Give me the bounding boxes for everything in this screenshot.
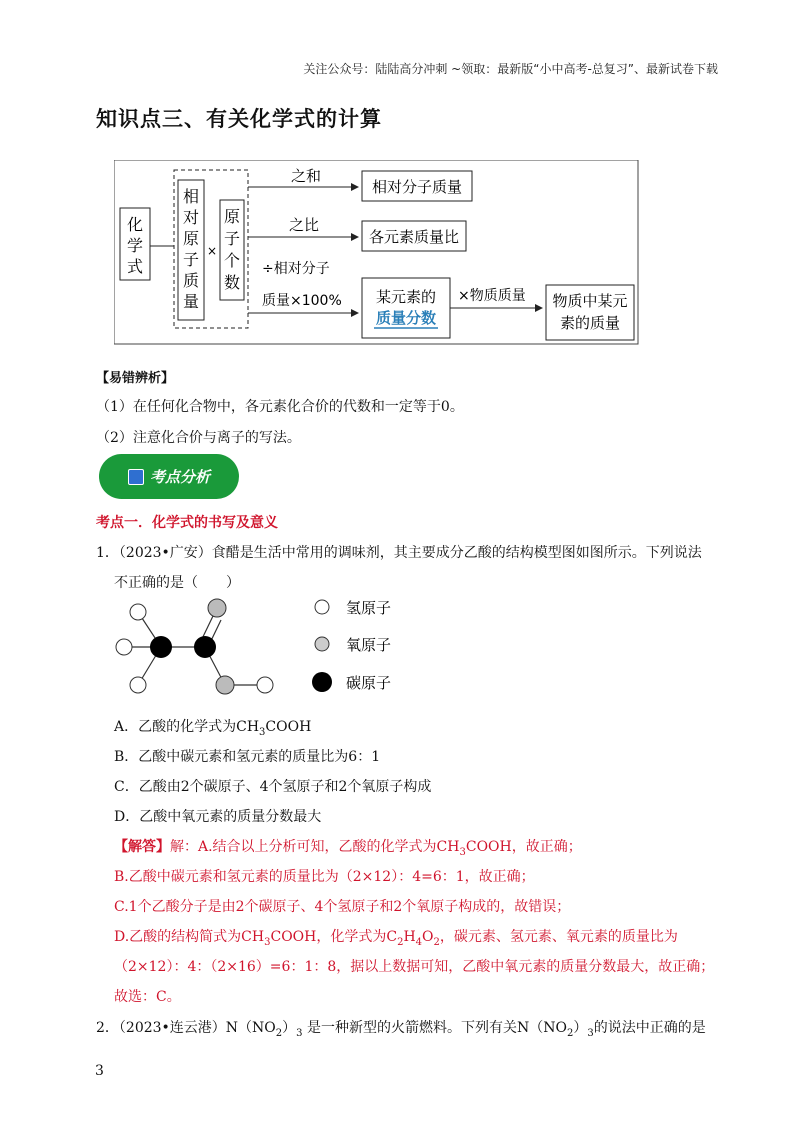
- svg-text:子: 子: [182, 250, 200, 269]
- svg-text:量: 量: [182, 292, 200, 311]
- mistake-item-2: （2）注意化合价与离子的写法。: [96, 430, 301, 446]
- hydrogen-atom: [130, 604, 146, 620]
- svg-text:相对分子质量: 相对分子质量: [371, 178, 463, 196]
- topic-analysis-badge: [99, 454, 239, 499]
- legend-carbon-label: 碳原子: [346, 674, 392, 692]
- answer-line-5: （2×12）：4：（2×16）=6：1：8，据以上数据可知，乙酸中氧元素的质量分数最大，故正确；: [114, 959, 715, 975]
- legend-hydrogen-label: 氢原子: [346, 599, 392, 617]
- option-c: C．乙酸由2个碳原子、4个氢原子和2个氧原子构成: [114, 779, 432, 795]
- page-number: 3: [95, 1063, 104, 1079]
- divide-label: ÷相对分子: [262, 261, 330, 277]
- carbon-atom: [150, 636, 172, 658]
- svg-text:数: 数: [223, 273, 241, 292]
- formula-char: 式: [126, 257, 144, 276]
- svg-text:质: 质: [182, 271, 200, 290]
- mass-fraction-box: [362, 278, 450, 338]
- svg-text:各元素质量比: 各元素质量比: [368, 228, 460, 246]
- acetic-acid-model: [108, 592, 408, 702]
- oxygen-atom: [208, 599, 226, 617]
- q1-stem-line2: 不正确的是（ ）: [114, 575, 240, 591]
- mass-percent-label: 质量×100%: [262, 293, 342, 309]
- q2-stem: 2．（2023•连云港）$N(NO_2)_3$ 是一种新型的火箭燃料。下列有关$N(NO_2)_3$的说法中正确的是: [96, 1020, 706, 1039]
- svg-text:相: 相: [182, 187, 200, 206]
- legend-oxygen-icon: [315, 637, 329, 651]
- option-b: B．乙酸中碳元素和氢元素的质量比为6：1: [114, 749, 381, 765]
- times-sign: ×: [206, 244, 218, 258]
- svg-text:素的质量: 素的质量: [559, 314, 621, 332]
- legend-oxygen-label: 氧原子: [346, 636, 392, 654]
- option-d: D．乙酸中氧元素的质量分数最大: [114, 809, 322, 825]
- q1-stem-line1: 1．（2023•广安）食醋是生活中常用的调味剂，其主要成分乙酸的结构模型图如图所示。下列说法: [96, 545, 702, 561]
- hydrogen-atom: [116, 639, 132, 655]
- hydrogen-atom: [257, 677, 273, 693]
- page-title: 知识点三、有关化学式的计算: [96, 107, 382, 131]
- option-a: A．乙酸的化学式为$CH_3COOH$: [114, 719, 312, 738]
- formula-char: 化: [126, 215, 144, 234]
- svg-text:子: 子: [223, 229, 241, 248]
- svg-text:某元素的: 某元素的: [375, 288, 437, 306]
- carbon-atom: [194, 636, 216, 658]
- sum-label: 之和: [290, 167, 322, 185]
- svg-text:物质中某元: 物质中某元: [552, 292, 628, 310]
- svg-text:质量分数: 质量分数: [375, 309, 437, 327]
- section-heading: 考点一．化学式的书写及意义: [96, 515, 278, 531]
- answer-line-2: B.乙酸中碳元素和氢元素的质量比为（2×12）：4=6：1，故正确；: [114, 869, 535, 885]
- header-notice: 关注公众号：陆陆高分冲刺 ~领取：最新版“小中高考-总复习”、最新试卷下载: [303, 62, 718, 76]
- answer-line-4: D.乙酸的结构简式为$CH_3COOH$，化学式为$C_2H_4O_2$，碳元素、氢元素、氧元素的质量比为: [114, 929, 678, 948]
- oxygen-atom: [216, 676, 234, 694]
- answer-line-1: 【解答】解：A.结合以上分析可知，乙酸的化学式为$CH_3COOH$，故正确；: [114, 839, 582, 858]
- hydrogen-atom: [130, 677, 146, 693]
- legend-carbon-icon: [312, 672, 332, 692]
- mistakes-heading: 【易错辨析】: [96, 371, 175, 386]
- formula-char: 学: [126, 236, 144, 255]
- book-icon: [128, 469, 144, 485]
- calculation-diagram: [114, 160, 640, 346]
- answer-line-3: C.1个乙酸分子是由2个碳原子、4个氢原子和2个氧原子构成的，故错误；: [114, 899, 571, 915]
- answer-line-6: 故选：C。: [114, 989, 181, 1005]
- legend-hydrogen-icon: [315, 600, 329, 614]
- svg-text:个: 个: [223, 251, 241, 270]
- svg-text:原: 原: [182, 229, 200, 248]
- times-mass-label: ×物质质量: [458, 288, 526, 304]
- ratio-label: 之比: [288, 216, 320, 234]
- mistake-item-1: （1）在任何化合物中，各元素化合价的代数和一定等于0。: [96, 399, 464, 415]
- svg-text:对: 对: [182, 208, 200, 227]
- svg-text:原: 原: [223, 207, 241, 226]
- badge-label: 考点分析: [149, 468, 210, 486]
